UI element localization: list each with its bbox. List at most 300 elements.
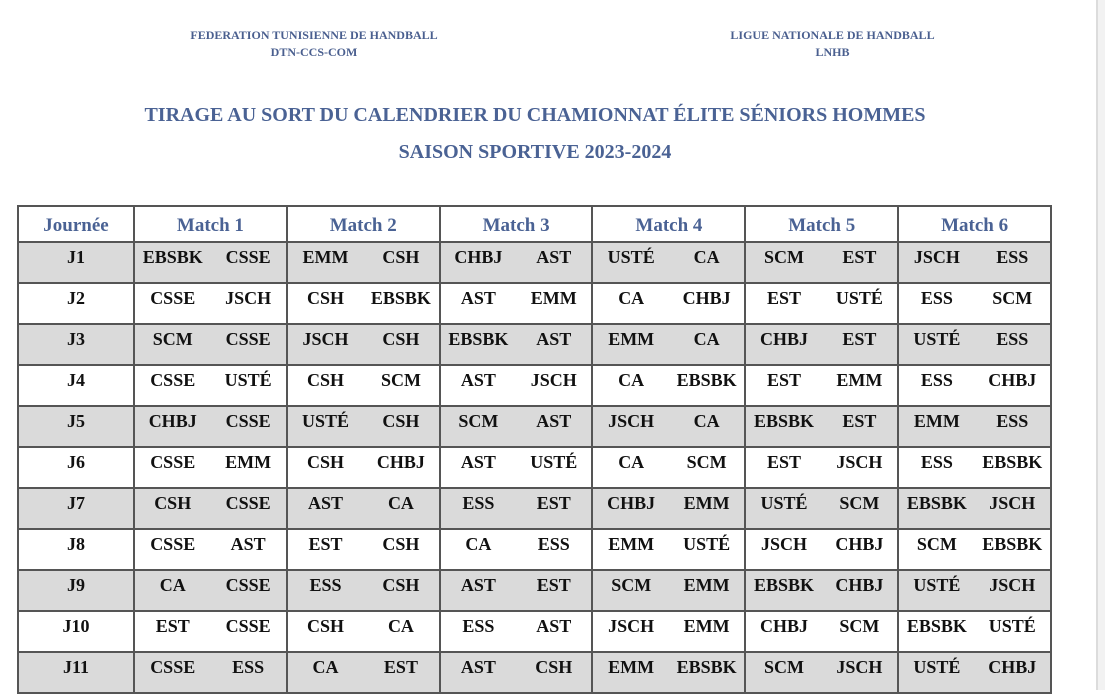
- home-team: EMM: [913, 411, 960, 431]
- day-cell: J11: [18, 652, 134, 693]
- match-pair: [746, 329, 897, 350]
- away-team: USTÉ: [988, 616, 1036, 636]
- match-pair: [135, 534, 286, 555]
- match-pair: [746, 247, 897, 268]
- home-team: USTÉ: [607, 247, 655, 267]
- match-pair: [441, 411, 592, 432]
- match-cell: [592, 570, 745, 611]
- match-cell: [287, 324, 440, 365]
- home-team: SCM: [764, 657, 805, 677]
- away-team: EMM: [683, 616, 730, 636]
- match-cell: [134, 242, 287, 283]
- match-cell: [745, 529, 898, 570]
- home-team: CHBJ: [607, 493, 656, 513]
- match-cell: [440, 488, 593, 529]
- match-pair: [746, 370, 897, 391]
- match-cell: [592, 611, 745, 652]
- match-cell: [898, 447, 1051, 488]
- home-team: ESS: [920, 288, 953, 308]
- column-header-match-4: Match 4: [592, 206, 745, 242]
- match-pair: [441, 657, 592, 678]
- away-team: EBSBK: [676, 657, 737, 677]
- column-header-match-6: Match 6: [898, 206, 1051, 242]
- match-pair: [899, 657, 1050, 678]
- home-team: EBSBK: [448, 329, 509, 349]
- match-cell: [440, 283, 593, 324]
- match-cell: [287, 570, 440, 611]
- match-pair: [441, 616, 592, 637]
- match-pair: [899, 370, 1050, 391]
- home-team: USTÉ: [913, 575, 961, 595]
- away-team: EBSBK: [982, 452, 1043, 472]
- home-team: SCM: [458, 411, 499, 431]
- match-pair: [593, 616, 744, 637]
- home-team: USTÉ: [913, 329, 961, 349]
- home-team: CA: [159, 575, 186, 595]
- home-team: EST: [308, 534, 343, 554]
- match-cell: [898, 406, 1051, 447]
- away-team: ESS: [996, 247, 1029, 267]
- table-row: [18, 529, 1051, 570]
- away-team: USTÉ: [530, 452, 578, 472]
- home-team: CSSE: [150, 657, 196, 677]
- table-row: [18, 365, 1051, 406]
- home-team: CSSE: [150, 370, 196, 390]
- document-title: TIRAGE AU SORT DU CALENDRIER DU CHAMIONNAT ÉLITE SÉNIORS HOMMES: [144, 104, 926, 126]
- home-team: ESS: [309, 575, 342, 595]
- home-team: CSH: [307, 452, 345, 472]
- away-team: EMM: [225, 452, 272, 472]
- away-team: EST: [536, 493, 571, 513]
- match-cell: [134, 447, 287, 488]
- match-cell: [440, 611, 593, 652]
- home-team: CSSE: [150, 534, 196, 554]
- home-team: AST: [460, 370, 496, 390]
- home-team: CHBJ: [454, 247, 503, 267]
- match-cell: [898, 283, 1051, 324]
- table-row: [18, 242, 1051, 283]
- match-pair: [288, 288, 439, 309]
- match-cell: [745, 488, 898, 529]
- table-row: [18, 324, 1051, 365]
- away-team: EST: [536, 575, 571, 595]
- match-cell: [745, 447, 898, 488]
- away-team: EST: [842, 329, 877, 349]
- league-name: LIGUE NATIONALE DE HANDBALL: [730, 28, 935, 42]
- match-pair: [135, 657, 286, 678]
- match-cell: [592, 529, 745, 570]
- home-team: JSCH: [913, 247, 960, 267]
- match-cell: [898, 570, 1051, 611]
- match-cell: [134, 570, 287, 611]
- day-cell: J1: [18, 242, 134, 283]
- match-cell: [134, 324, 287, 365]
- away-team: JSCH: [836, 452, 883, 472]
- match-pair: [593, 575, 744, 596]
- match-pair: [288, 534, 439, 555]
- match-cell: [592, 324, 745, 365]
- home-team: EST: [155, 616, 190, 636]
- match-pair: [288, 657, 439, 678]
- home-team: CSH: [307, 616, 345, 636]
- match-pair: [593, 370, 744, 391]
- home-team: CSSE: [150, 452, 196, 472]
- schedule-table: [17, 205, 1052, 694]
- match-cell: [592, 406, 745, 447]
- table-row: [18, 283, 1051, 324]
- home-team: EBSBK: [754, 411, 815, 431]
- home-team: AST: [460, 452, 496, 472]
- away-team: AST: [230, 534, 266, 554]
- match-pair: [135, 616, 286, 637]
- away-team: EBSBK: [676, 370, 737, 390]
- away-team: CA: [693, 329, 720, 349]
- match-pair: [288, 370, 439, 391]
- match-cell: [592, 365, 745, 406]
- match-pair: [899, 411, 1050, 432]
- away-team: CA: [693, 247, 720, 267]
- table-row: [18, 570, 1051, 611]
- match-pair: [441, 329, 592, 350]
- match-pair: [593, 288, 744, 309]
- day-cell: J10: [18, 611, 134, 652]
- match-cell: [898, 488, 1051, 529]
- away-team: AST: [536, 329, 572, 349]
- away-team: ESS: [996, 329, 1029, 349]
- match-pair: [288, 329, 439, 350]
- match-cell: [898, 529, 1051, 570]
- match-cell: [440, 242, 593, 283]
- away-team: CA: [693, 411, 720, 431]
- match-cell: [745, 242, 898, 283]
- page-edge-strip: [1096, 0, 1105, 690]
- away-team: CHBJ: [835, 534, 884, 554]
- schedule-body: [18, 242, 1051, 693]
- away-team: CSSE: [225, 616, 271, 636]
- home-team: EMM: [608, 657, 655, 677]
- away-team: SCM: [380, 370, 421, 390]
- away-team: JSCH: [530, 370, 577, 390]
- match-cell: [745, 570, 898, 611]
- column-header-day: Journée: [18, 206, 134, 242]
- away-team: EST: [842, 411, 877, 431]
- home-team: CHBJ: [148, 411, 197, 431]
- home-team: CHBJ: [760, 329, 809, 349]
- match-cell: [287, 365, 440, 406]
- away-team: CA: [387, 493, 414, 513]
- home-team: EBSBK: [142, 247, 203, 267]
- away-team: CSH: [535, 657, 573, 677]
- home-team: EST: [767, 452, 802, 472]
- match-cell: [287, 529, 440, 570]
- home-team: USTÉ: [760, 493, 808, 513]
- home-team: EMM: [608, 534, 655, 554]
- home-team: JSCH: [608, 616, 655, 636]
- away-team: JSCH: [989, 493, 1036, 513]
- match-pair: [593, 329, 744, 350]
- home-team: JSCH: [608, 411, 655, 431]
- table-row: [18, 447, 1051, 488]
- home-team: CHBJ: [760, 616, 809, 636]
- home-team: CSH: [307, 370, 345, 390]
- away-team: CHBJ: [988, 657, 1037, 677]
- away-team: ESS: [232, 657, 265, 677]
- match-cell: [287, 611, 440, 652]
- match-pair: [746, 493, 897, 514]
- home-team: AST: [460, 575, 496, 595]
- match-cell: [440, 324, 593, 365]
- home-team: CSSE: [150, 288, 196, 308]
- home-team: CSH: [154, 493, 192, 513]
- match-cell: [287, 406, 440, 447]
- match-pair: [593, 534, 744, 555]
- home-team: CSH: [307, 288, 345, 308]
- away-team: EMM: [530, 288, 577, 308]
- match-cell: [745, 283, 898, 324]
- away-team: EST: [842, 247, 877, 267]
- match-pair: [746, 288, 897, 309]
- league-acronym: LNHB: [815, 45, 850, 59]
- home-team: CA: [618, 288, 645, 308]
- home-team: EMM: [302, 247, 349, 267]
- match-pair: [135, 247, 286, 268]
- away-team: ESS: [996, 411, 1029, 431]
- away-team: USTÉ: [224, 370, 272, 390]
- away-team: CSSE: [225, 411, 271, 431]
- day-cell: J6: [18, 447, 134, 488]
- away-team: USTÉ: [683, 534, 731, 554]
- match-pair: [441, 288, 592, 309]
- home-team: CA: [465, 534, 492, 554]
- away-team: ESS: [537, 534, 570, 554]
- home-team: SCM: [611, 575, 652, 595]
- match-pair: [135, 452, 286, 473]
- away-team: EST: [383, 657, 418, 677]
- away-team: CHBJ: [682, 288, 731, 308]
- match-cell: [898, 652, 1051, 693]
- match-cell: [440, 406, 593, 447]
- match-pair: [441, 493, 592, 514]
- match-cell: [134, 406, 287, 447]
- match-cell: [440, 652, 593, 693]
- match-cell: [134, 529, 287, 570]
- home-team: AST: [308, 493, 344, 513]
- match-cell: [440, 529, 593, 570]
- home-team: ESS: [462, 616, 495, 636]
- match-cell: [745, 652, 898, 693]
- match-pair: [899, 575, 1050, 596]
- away-team: JSCH: [989, 575, 1036, 595]
- match-pair: [593, 493, 744, 514]
- day-cell: J8: [18, 529, 134, 570]
- match-pair: [135, 493, 286, 514]
- match-pair: [441, 575, 592, 596]
- match-pair: [593, 411, 744, 432]
- home-team: EMM: [608, 329, 655, 349]
- away-team: SCM: [839, 493, 880, 513]
- away-team: CSSE: [225, 329, 271, 349]
- home-team: EBSBK: [754, 575, 815, 595]
- home-team: EBSBK: [906, 493, 967, 513]
- away-team: EMM: [683, 493, 730, 513]
- away-team: CSH: [382, 329, 420, 349]
- home-team: ESS: [920, 370, 953, 390]
- federation-department: DTN-CCS-COM: [270, 45, 358, 59]
- match-pair: [441, 452, 592, 473]
- home-team: EST: [767, 288, 802, 308]
- away-team: CA: [387, 616, 414, 636]
- home-team: JSCH: [761, 534, 808, 554]
- table-row: [18, 406, 1051, 447]
- away-team: CSSE: [225, 247, 271, 267]
- match-pair: [899, 452, 1050, 473]
- match-pair: [135, 575, 286, 596]
- match-pair: [288, 575, 439, 596]
- table-header-row: [18, 206, 1051, 242]
- column-header-match-3: Match 3: [440, 206, 593, 242]
- match-cell: [440, 365, 593, 406]
- away-team: CSSE: [225, 493, 271, 513]
- match-cell: [287, 447, 440, 488]
- match-cell: [745, 611, 898, 652]
- away-team: CHBJ: [376, 452, 425, 472]
- day-cell: J5: [18, 406, 134, 447]
- match-cell: [134, 611, 287, 652]
- home-team: CA: [618, 452, 645, 472]
- match-pair: [441, 247, 592, 268]
- match-cell: [134, 488, 287, 529]
- match-pair: [899, 616, 1050, 637]
- match-cell: [592, 242, 745, 283]
- match-cell: [134, 283, 287, 324]
- away-team: JSCH: [836, 657, 883, 677]
- away-team: SCM: [992, 288, 1033, 308]
- away-team: EBSBK: [370, 288, 431, 308]
- away-team: SCM: [839, 616, 880, 636]
- match-cell: [440, 447, 593, 488]
- match-cell: [898, 365, 1051, 406]
- home-team: SCM: [152, 329, 193, 349]
- column-header-match-2: Match 2: [287, 206, 440, 242]
- away-team: SCM: [686, 452, 727, 472]
- match-pair: [288, 247, 439, 268]
- match-pair: [593, 247, 744, 268]
- match-cell: [287, 652, 440, 693]
- away-team: AST: [536, 616, 572, 636]
- column-header-match-1: Match 1: [134, 206, 287, 242]
- league-header: [700, 27, 965, 61]
- match-pair: [593, 657, 744, 678]
- match-pair: [288, 616, 439, 637]
- home-team: USTÉ: [302, 411, 350, 431]
- table-row: [18, 611, 1051, 652]
- match-pair: [746, 616, 897, 637]
- home-team: EBSBK: [906, 616, 967, 636]
- match-pair: [135, 329, 286, 350]
- day-cell: J2: [18, 283, 134, 324]
- home-team: CA: [312, 657, 339, 677]
- match-cell: [287, 242, 440, 283]
- day-cell: J3: [18, 324, 134, 365]
- match-pair: [746, 411, 897, 432]
- match-cell: [592, 652, 745, 693]
- match-pair: [135, 370, 286, 391]
- match-pair: [288, 493, 439, 514]
- away-team: CSH: [382, 575, 420, 595]
- home-team: USTÉ: [913, 657, 961, 677]
- table-row: [18, 488, 1051, 529]
- table-row: [18, 652, 1051, 693]
- match-pair: [135, 411, 286, 432]
- day-cell: J4: [18, 365, 134, 406]
- match-pair: [899, 288, 1050, 309]
- match-cell: [898, 611, 1051, 652]
- day-cell: J7: [18, 488, 134, 529]
- match-cell: [898, 242, 1051, 283]
- match-pair: [746, 452, 897, 473]
- home-team: SCM: [764, 247, 805, 267]
- match-pair: [899, 247, 1050, 268]
- column-header-match-5: Match 5: [745, 206, 898, 242]
- match-pair: [441, 370, 592, 391]
- home-team: SCM: [916, 534, 957, 554]
- day-cell: J9: [18, 570, 134, 611]
- match-pair: [288, 452, 439, 473]
- away-team: CSH: [382, 247, 420, 267]
- match-cell: [592, 488, 745, 529]
- match-cell: [745, 406, 898, 447]
- home-team: AST: [460, 657, 496, 677]
- match-cell: [287, 283, 440, 324]
- match-pair: [899, 329, 1050, 350]
- match-cell: [745, 365, 898, 406]
- match-cell: [745, 324, 898, 365]
- match-pair: [899, 493, 1050, 514]
- match-cell: [592, 283, 745, 324]
- away-team: USTÉ: [835, 288, 883, 308]
- away-team: JSCH: [225, 288, 272, 308]
- match-cell: [287, 488, 440, 529]
- home-team: ESS: [920, 452, 953, 472]
- match-pair: [441, 534, 592, 555]
- federation-name: FEDERATION TUNISIENNE DE HANDBALL: [190, 28, 438, 42]
- match-pair: [288, 411, 439, 432]
- match-pair: [593, 452, 744, 473]
- away-team: EMM: [683, 575, 730, 595]
- away-team: AST: [536, 247, 572, 267]
- match-cell: [134, 652, 287, 693]
- home-team: AST: [460, 288, 496, 308]
- match-pair: [746, 657, 897, 678]
- away-team: CSH: [382, 411, 420, 431]
- match-pair: [746, 534, 897, 555]
- home-team: EST: [767, 370, 802, 390]
- away-team: EBSBK: [982, 534, 1043, 554]
- match-cell: [440, 570, 593, 611]
- away-team: CSSE: [225, 575, 271, 595]
- away-team: CHBJ: [988, 370, 1037, 390]
- home-team: CA: [618, 370, 645, 390]
- match-cell: [134, 365, 287, 406]
- match-pair: [135, 288, 286, 309]
- match-cell: [592, 447, 745, 488]
- away-team: EMM: [836, 370, 883, 390]
- home-team: ESS: [462, 493, 495, 513]
- match-pair: [899, 534, 1050, 555]
- season-subtitle: SAISON SPORTIVE 2023-2024: [398, 141, 672, 163]
- away-team: AST: [536, 411, 572, 431]
- home-team: JSCH: [302, 329, 349, 349]
